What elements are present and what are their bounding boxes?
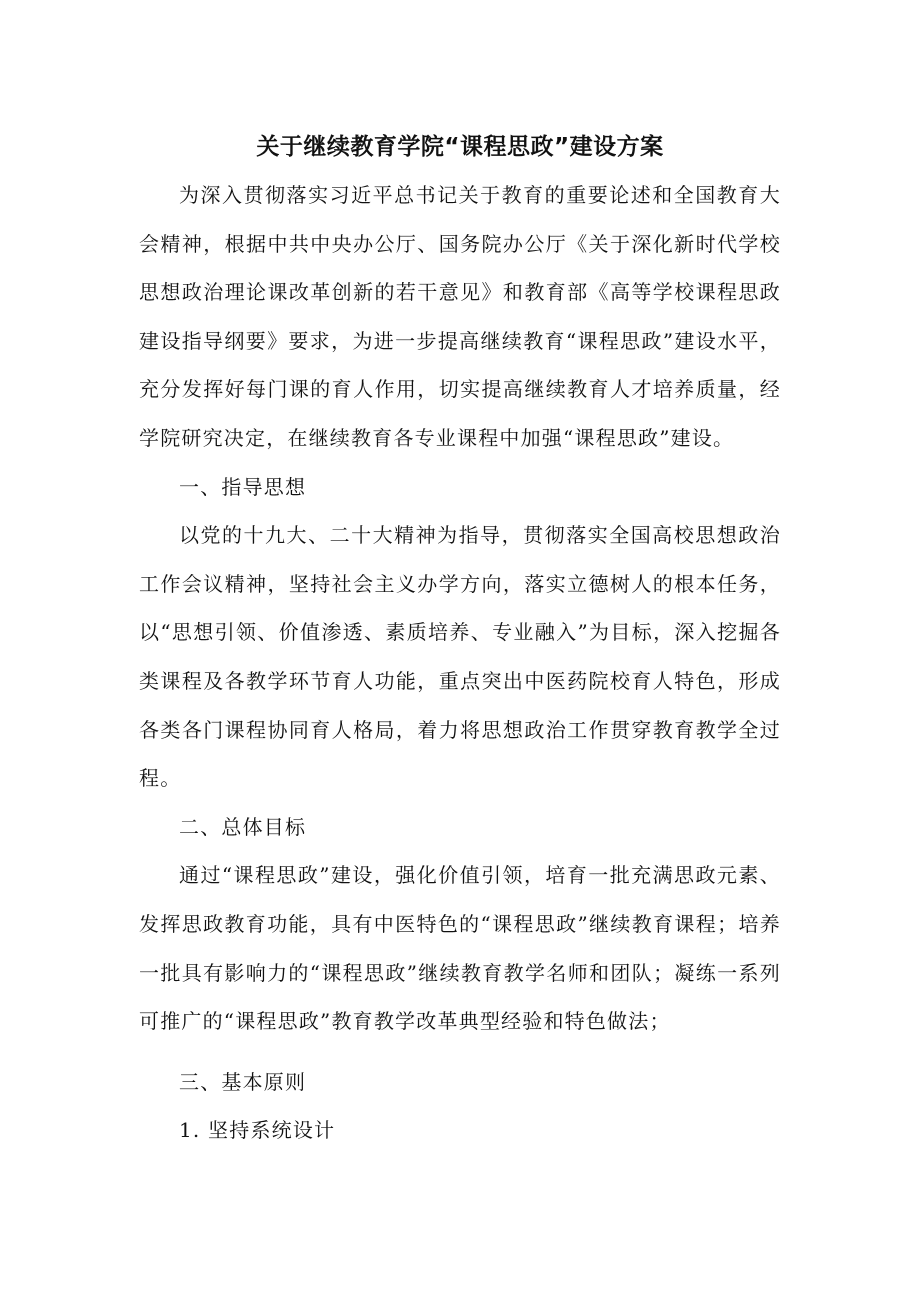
document-body	[139, 171, 781, 1155]
section2-paragraph: 通过“课程思政”建设，强化价值引领，培育一批充满思政元素、发挥思政教育功能，具有中医特色的“课程思政”继续教育课程；培养一批具有影响力的“课程思政”继续教育教学名师和团队；凝练一系列可推广的“课程思政”教育教学改革典型经验和特色做法；	[139, 863, 781, 1034]
section1-heading: 一、指导思想	[179, 474, 307, 499]
section1-paragraph: 以党的十九大、二十大精神为指导，贯彻落实全国高校思想政治工作会议精神，坚持社会主义办学方向，落实立德树人的根本任务，以“思想引领、价值渗透、素质培养、专业融入”为目标，深入挖掘各类课程及各教学环节育人功能，重点突出中医药院校育人特色，形成各类各门课程协同育人格局，着力将思想政治工作贯穿教育教学全过程。	[139, 523, 781, 791]
subsection1-heading: 1. 坚持系统设计	[179, 1118, 336, 1143]
section2-heading: 二、总体目标	[179, 814, 307, 839]
intro-paragraph: 为深入贯彻落实习近平总书记关于教育的重要论述和全国教育大会精神，根据中共中央办公厅、国务院办公厅《关于深化新时代学校思想政治理论课改革创新的若干意见》和教育部《高等学校课程思政建设指导纲要》要求，为进一步提高继续教育“课程思政”建设水平，充分发挥好每门课的育人作用，切实提高继续教育人才培养质量，经学院研究决定，在继续教育各专业课程中加强“课程思政”建设。	[139, 183, 781, 450]
document-title: 关于继续教育学院“课程思政”建设方案	[256, 134, 664, 160]
section3-heading: 三、基本原则	[179, 1069, 307, 1094]
section-spacer	[139, 1046, 781, 1058]
